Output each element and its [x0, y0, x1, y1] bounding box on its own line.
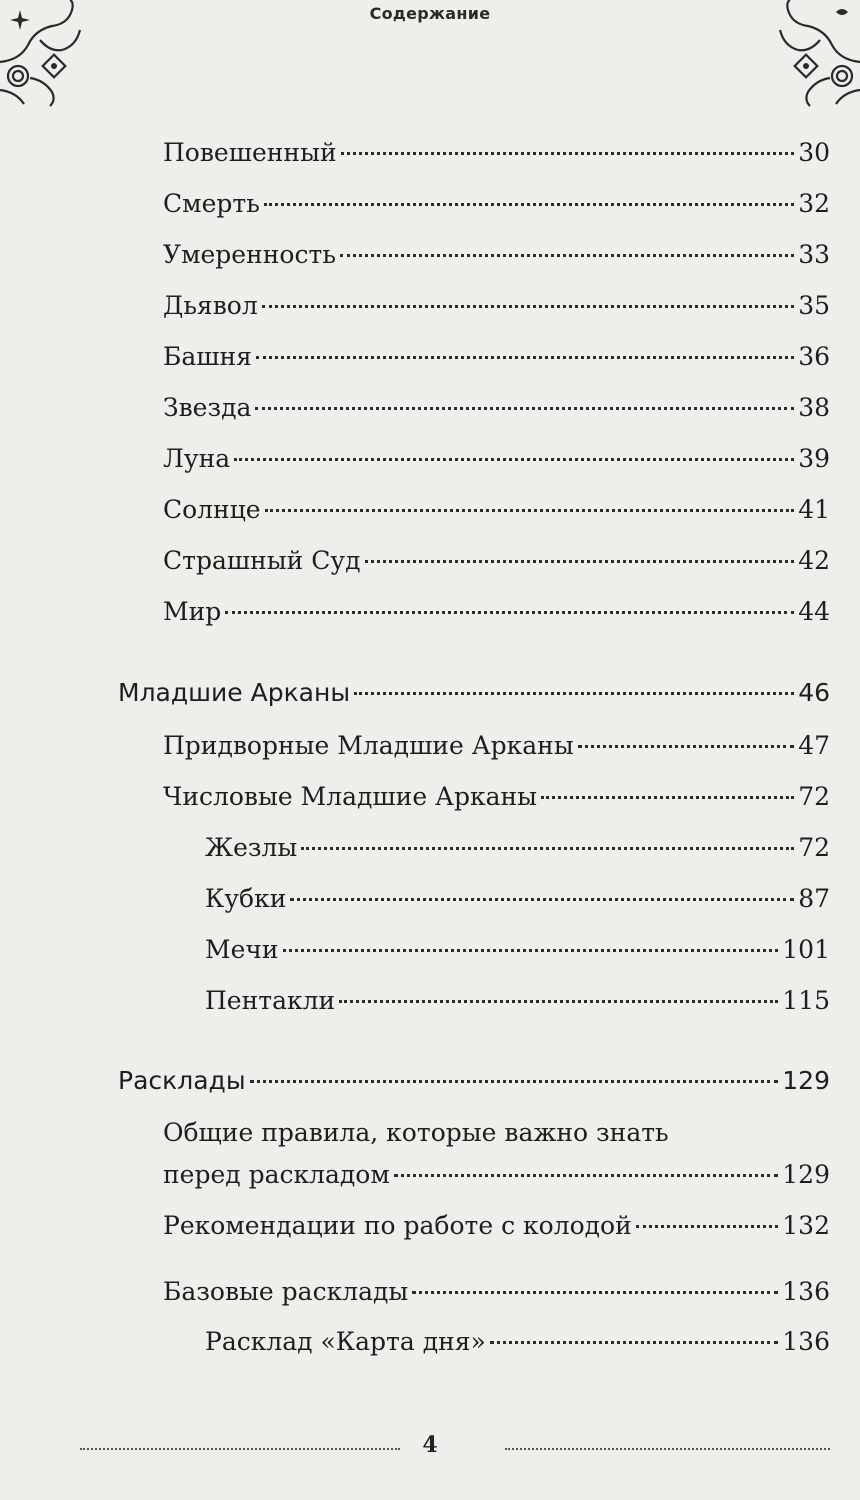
dot-leader — [301, 847, 794, 850]
dot-leader — [262, 305, 794, 308]
dot-leader — [578, 745, 794, 748]
toc-entry — [205, 935, 830, 965]
toc-section-minor-arcana — [118, 678, 830, 708]
toc-entry-page: 46 — [798, 678, 830, 707]
toc-entry-title: Мечи — [205, 935, 279, 964]
toc-entry-page: 30 — [798, 138, 830, 167]
toc-entry — [163, 1211, 830, 1241]
toc-entry-page: 42 — [798, 546, 830, 575]
toc-entry-page: 72 — [798, 833, 830, 862]
toc-entry — [163, 393, 830, 423]
dot-leader — [354, 692, 794, 695]
toc-entry-page: 38 — [798, 393, 830, 422]
toc-entry — [205, 986, 830, 1016]
toc-entry-title: Смерть — [163, 189, 260, 218]
toc-entry-title: Умеренность — [163, 240, 336, 269]
toc-entry-title: Пентакли — [205, 986, 336, 1015]
toc-entry-title: Повешенный — [163, 138, 337, 167]
footer-dotted-rule — [80, 1448, 400, 1450]
toc-entry — [163, 138, 830, 168]
toc-section-title: Младшие Арканы — [118, 678, 351, 707]
toc-entry-title: Дьявол — [163, 291, 258, 320]
toc-entry — [163, 1160, 830, 1190]
toc-entry — [163, 189, 830, 219]
toc-entry-title-line1: Общие правила, которые важно знать — [163, 1118, 669, 1147]
toc-entry — [163, 291, 830, 321]
toc-entry-title: Страшный Суд — [163, 546, 361, 575]
dot-leader — [339, 1000, 778, 1003]
running-header: Содержание — [369, 4, 491, 23]
toc-entry-page: 35 — [798, 291, 830, 320]
toc-entry-page: 47 — [798, 731, 830, 760]
dot-leader — [255, 407, 794, 410]
toc-entry-page: 129 — [782, 1066, 830, 1095]
toc-entry-page: 87 — [798, 884, 830, 913]
dot-leader — [225, 611, 794, 614]
toc-entry-title: Башня — [163, 342, 252, 371]
dot-leader — [283, 949, 779, 952]
toc-entry — [163, 546, 830, 576]
toc-entry — [163, 342, 830, 372]
toc-entry-page: 129 — [782, 1160, 830, 1189]
dot-leader — [541, 796, 794, 799]
toc-section-title: Расклады — [118, 1066, 246, 1095]
toc-entry-page: 33 — [798, 240, 830, 269]
dot-leader — [490, 1341, 778, 1344]
toc-entry-title: Рекомендации по работе с колодой — [163, 1211, 632, 1240]
toc-entry-page: 136 — [782, 1327, 830, 1356]
toc-entry-page: 44 — [798, 597, 830, 626]
toc-entry-title: Луна — [163, 444, 231, 473]
toc-entry-title-line2: перед раскладом — [163, 1160, 390, 1189]
toc-entry-page: 115 — [782, 986, 830, 1015]
toc-entry — [163, 1277, 830, 1307]
dot-leader — [234, 458, 794, 461]
toc-entry-page: 36 — [798, 342, 830, 371]
toc-entry — [205, 1327, 830, 1357]
footer-dotted-rule — [505, 1448, 830, 1450]
toc-entry — [205, 833, 830, 863]
dot-leader — [250, 1080, 779, 1083]
toc-entry — [163, 597, 830, 627]
dot-leader — [256, 356, 794, 359]
toc-entry-page: 72 — [798, 782, 830, 811]
toc-entry-page: 132 — [782, 1211, 830, 1240]
toc-entry-page: 41 — [798, 495, 830, 524]
toc-entry-title: Жезлы — [205, 833, 298, 862]
toc-entry — [163, 240, 830, 270]
toc-entry — [163, 731, 830, 761]
toc-entry — [163, 444, 830, 474]
page-number: 4 — [422, 1432, 438, 1458]
toc-entry-title: Расклад «Карта дня» — [205, 1327, 486, 1356]
dot-leader — [412, 1291, 778, 1294]
toc-entry — [163, 782, 830, 812]
toc-entry-page: 136 — [782, 1277, 830, 1306]
toc-entry — [205, 884, 830, 914]
toc-section-spreads — [118, 1066, 830, 1096]
dot-leader — [341, 152, 795, 155]
dot-leader — [636, 1225, 779, 1228]
toc-entry-page: 39 — [798, 444, 830, 473]
dot-leader — [265, 509, 795, 512]
toc-entry-title: Придворные Младшие Арканы — [163, 731, 574, 760]
toc-entry-page: 101 — [782, 935, 830, 964]
toc-entry — [163, 495, 830, 525]
toc-entry-title: Солнце — [163, 495, 261, 524]
dot-leader — [340, 254, 794, 257]
toc-entry-title: Звезда — [163, 393, 252, 422]
dot-leader — [264, 203, 794, 206]
toc-entry-title: Мир — [163, 597, 222, 626]
toc-entry-page: 32 — [798, 189, 830, 218]
dot-leader — [365, 560, 795, 563]
toc-entry-title: Кубки — [205, 884, 287, 913]
toc-entry-title: Числовые Младшие Арканы — [163, 782, 538, 811]
toc-entry-title: Базовые расклады — [163, 1277, 409, 1306]
dot-leader — [394, 1174, 778, 1177]
dot-leader — [290, 898, 794, 901]
